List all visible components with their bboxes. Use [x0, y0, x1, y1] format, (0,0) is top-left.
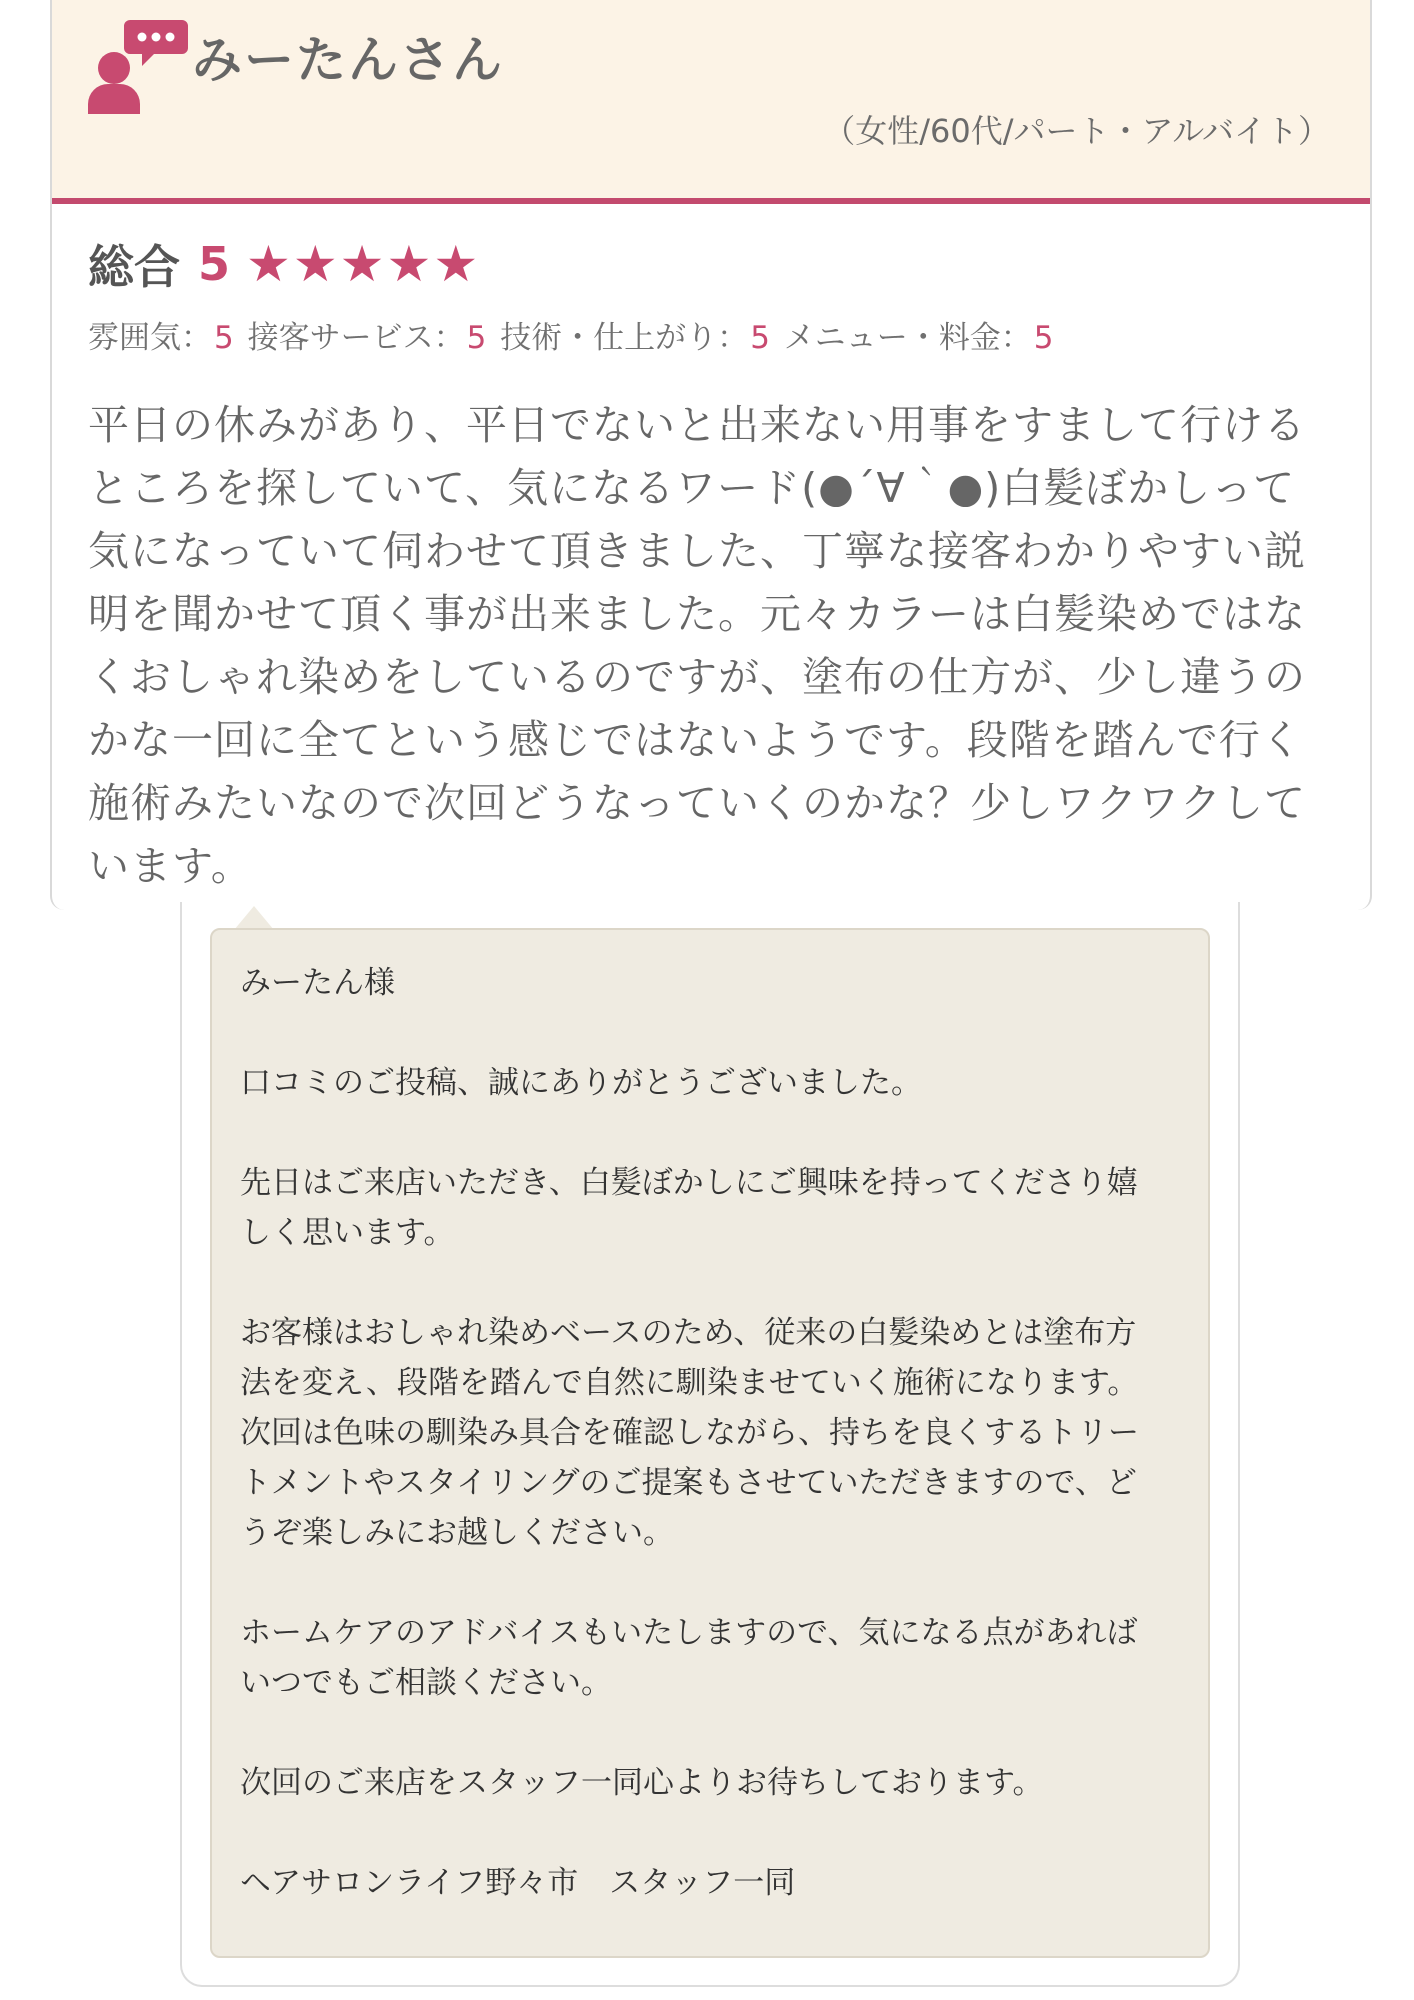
review-header [52, 0, 1370, 204]
reviewer-comment-icon [86, 12, 190, 116]
overall-label: 総合 [88, 240, 180, 294]
rating-label-technique: 技術・仕上がり： [500, 320, 749, 356]
reply-paragraph: お客様はおしゃれ染めベースのため、従来の白髪染めとは塗布方法を変え、段階を踏んで自然に馴染ませていく施術になります。次回は色味の馴染み具合を確認しながら、持ちを良くするトリートメントやスタイリングのご提案もさせていただきますので、どうぞ楽しみにお越しください。 [240, 1315, 1139, 1551]
salon-reply-text [240, 958, 1160, 1908]
category-ratings [88, 312, 1058, 357]
reply-bubble-pointer [234, 906, 274, 930]
rating-score-atmosphere: 5 [214, 320, 234, 356]
overall-rating [88, 234, 480, 294]
reply-paragraph: 先日はご来店いただき、白髪ぼかしにご興味を持ってくださり嬉しく思います。 [240, 1165, 1138, 1251]
rating-label-service: 接客サービス： [247, 320, 465, 356]
review-card [50, 0, 1372, 910]
reply-greeting: みーたん様 [240, 965, 395, 1001]
reviewer-name: みーたんさん [192, 31, 504, 89]
reviewer-profile: （女性/60代/パート・アルバイト） [823, 112, 1330, 150]
rating-score-menu-price: 5 [1033, 320, 1054, 356]
review-text: 平日の休みがあり、平日でないと出来ない用事をすまして行けるところを探していて、気になるワード(●´∀｀●)白髪ぼかしって気になっていて伺わせて頂きました、丁寧な接客わかりやすい説明を聞かせて頂く事が出来ました。元々カラーは白髪染めではなくおしゃれ染めをしているのですが、塗布の仕方が、少し違うのかな一回に全てという感じではないようです。段階を踏んで行く施術みたいなので次回どうなっていくのかな？少しワクワクしています。 [88, 401, 1306, 890]
rating-score-technique: 5 [750, 320, 770, 356]
reply-signature: ヘアサロンライフ野々市 スタッフ一同 [240, 1865, 796, 1901]
rating-score-service: 5 [466, 320, 487, 356]
overall-score: 5 [198, 237, 231, 291]
reply-paragraph: ホームケアのアドバイスもいたしますので、気になる点があればいつでもご相談ください。 [240, 1615, 1138, 1701]
reply-paragraph: 次回のご来店をスタッフ一同心よりお待ちしております。 [240, 1765, 1044, 1801]
rating-label-atmosphere: 雰囲気： [88, 320, 212, 356]
reply-paragraph: 口コミのご投稿、誠にありがとうございました。 [240, 1065, 922, 1101]
rating-label-menu-price: メニュー・料金： [783, 320, 1032, 356]
star-rating-icon: ★★★★★ [246, 235, 481, 293]
